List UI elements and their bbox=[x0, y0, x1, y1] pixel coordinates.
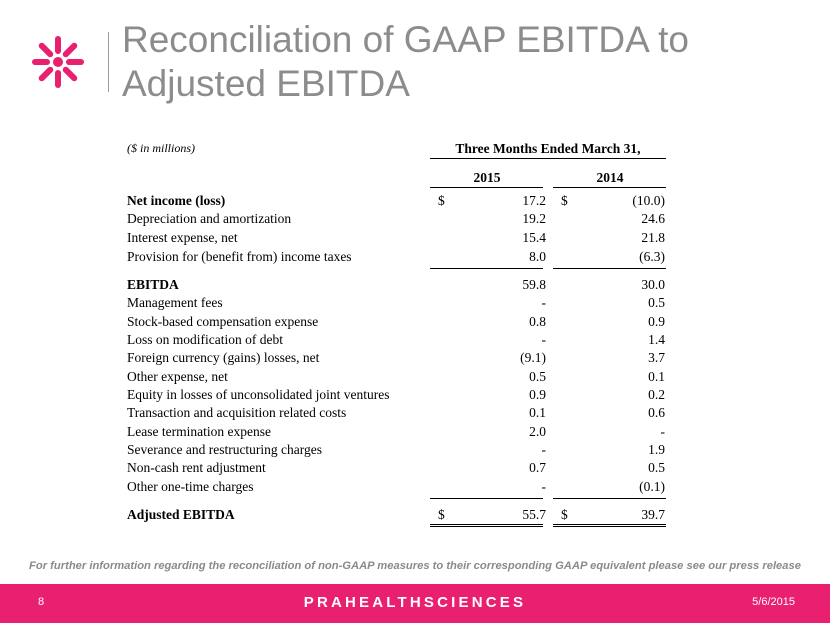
row-label: Lease termination expense bbox=[127, 424, 271, 439]
table-row bbox=[0, 386, 830, 404]
table-row bbox=[0, 192, 830, 210]
value-2015: - bbox=[541, 442, 546, 457]
total-double-rule bbox=[553, 524, 666, 527]
table-row bbox=[0, 313, 830, 331]
row-label: Equity in losses of unconsolidated joint ventures bbox=[127, 387, 390, 402]
column-header-2015: 2015 bbox=[473, 170, 501, 185]
currency-symbol: $ bbox=[561, 507, 568, 522]
total-double-rule bbox=[430, 524, 543, 527]
value-2015: 0.8 bbox=[529, 314, 546, 329]
value-2014: (10.0) bbox=[632, 193, 665, 208]
value-2014: 0.1 bbox=[648, 369, 665, 384]
value-2014: 1.4 bbox=[648, 332, 665, 347]
value-2014: 24.6 bbox=[641, 211, 665, 226]
row-label: Other one-time charges bbox=[127, 479, 254, 494]
subtotal-rule bbox=[430, 498, 543, 499]
value-2015: 8.0 bbox=[529, 249, 546, 264]
value-2014: (0.1) bbox=[639, 479, 665, 494]
row-label: Depreciation and amortization bbox=[127, 211, 292, 226]
table-row bbox=[0, 229, 830, 247]
table-row bbox=[0, 423, 830, 441]
table-row bbox=[0, 459, 830, 477]
row-label: Foreign currency (gains) losses, net bbox=[127, 350, 320, 365]
value-2014: - bbox=[660, 424, 665, 439]
row-label: Severance and restructuring charges bbox=[127, 442, 323, 457]
value-2014: 0.6 bbox=[648, 405, 665, 420]
row-label: Interest expense, net bbox=[127, 230, 238, 245]
table-row bbox=[0, 404, 830, 422]
value-2015: - bbox=[541, 332, 546, 347]
page-number: 8 bbox=[38, 596, 45, 608]
table-row bbox=[0, 441, 830, 459]
row-label: Loss on modification of debt bbox=[127, 332, 283, 347]
table-row bbox=[0, 294, 830, 312]
period-rule bbox=[430, 158, 666, 159]
column-rule-2014 bbox=[553, 187, 666, 188]
row-label: Provision for (benefit from) income taxes bbox=[127, 249, 352, 264]
slide-title: Reconciliation of GAAP EBITDA to Adjusted EBITDA bbox=[122, 19, 689, 104]
table-row bbox=[0, 506, 830, 524]
column-header-2014: 2014 bbox=[596, 170, 624, 185]
value-2015: 2.0 bbox=[529, 424, 546, 439]
table-row bbox=[0, 248, 830, 266]
row-label: Stock-based compensation expense bbox=[127, 314, 319, 329]
value-2014: (6.3) bbox=[639, 249, 665, 264]
value-2014: 3.7 bbox=[648, 350, 665, 365]
footer-date: 5/6/2015 bbox=[752, 596, 795, 608]
brand-wordmark: PRAHEALTHSCIENCES bbox=[303, 594, 527, 611]
value-2015: 19.2 bbox=[522, 211, 546, 226]
footnote: For further information regarding the reconciliation of non-GAAP measures to their corresponding GAAP equivalent please see our press release bbox=[29, 560, 801, 572]
value-2015: 55.7 bbox=[522, 507, 546, 522]
currency-symbol: $ bbox=[438, 193, 445, 208]
table-row bbox=[0, 210, 830, 228]
value-2014: 0.5 bbox=[648, 295, 665, 310]
row-label: Non-cash rent adjustment bbox=[127, 460, 266, 475]
value-2015: 0.1 bbox=[529, 405, 546, 420]
value-2014: 0.9 bbox=[648, 314, 665, 329]
subtotal-rule bbox=[553, 498, 666, 499]
period-header: Three Months Ended March 31, bbox=[455, 141, 641, 156]
table-row bbox=[0, 331, 830, 349]
row-label: Adjusted EBITDA bbox=[127, 507, 235, 522]
row-label: EBITDA bbox=[127, 277, 179, 292]
value-2015: 0.5 bbox=[529, 369, 546, 384]
value-2015: 15.4 bbox=[522, 230, 546, 245]
value-2015: 0.7 bbox=[529, 460, 546, 475]
value-2015: 59.8 bbox=[522, 277, 546, 292]
table-row bbox=[0, 349, 830, 367]
row-label: Other expense, net bbox=[127, 369, 228, 384]
value-2015: - bbox=[541, 479, 546, 494]
subtotal-rule bbox=[430, 268, 543, 269]
row-label: Net income (loss) bbox=[127, 193, 226, 208]
value-2015: - bbox=[541, 295, 546, 310]
subtotal-rule bbox=[553, 268, 666, 269]
value-2014: 1.9 bbox=[648, 442, 665, 457]
column-rule-2015 bbox=[430, 187, 543, 188]
currency-symbol: $ bbox=[561, 193, 568, 208]
units-note: ($ in millions) bbox=[127, 141, 195, 155]
table-row bbox=[0, 478, 830, 496]
value-2014: 0.5 bbox=[648, 460, 665, 475]
value-2014: 21.8 bbox=[641, 230, 665, 245]
value-2014: 0.2 bbox=[648, 387, 665, 402]
table-row bbox=[0, 368, 830, 386]
footer-bar bbox=[0, 584, 830, 623]
row-label: Transaction and acquisition related costs bbox=[127, 405, 347, 420]
value-2014: 39.7 bbox=[641, 507, 665, 522]
table-row bbox=[0, 276, 830, 294]
value-2015: 0.9 bbox=[529, 387, 546, 402]
value-2015: 17.2 bbox=[522, 193, 546, 208]
currency-symbol: $ bbox=[438, 507, 445, 522]
row-label: Management fees bbox=[127, 295, 223, 310]
value-2014: 30.0 bbox=[641, 277, 665, 292]
value-2015: (9.1) bbox=[520, 350, 546, 365]
